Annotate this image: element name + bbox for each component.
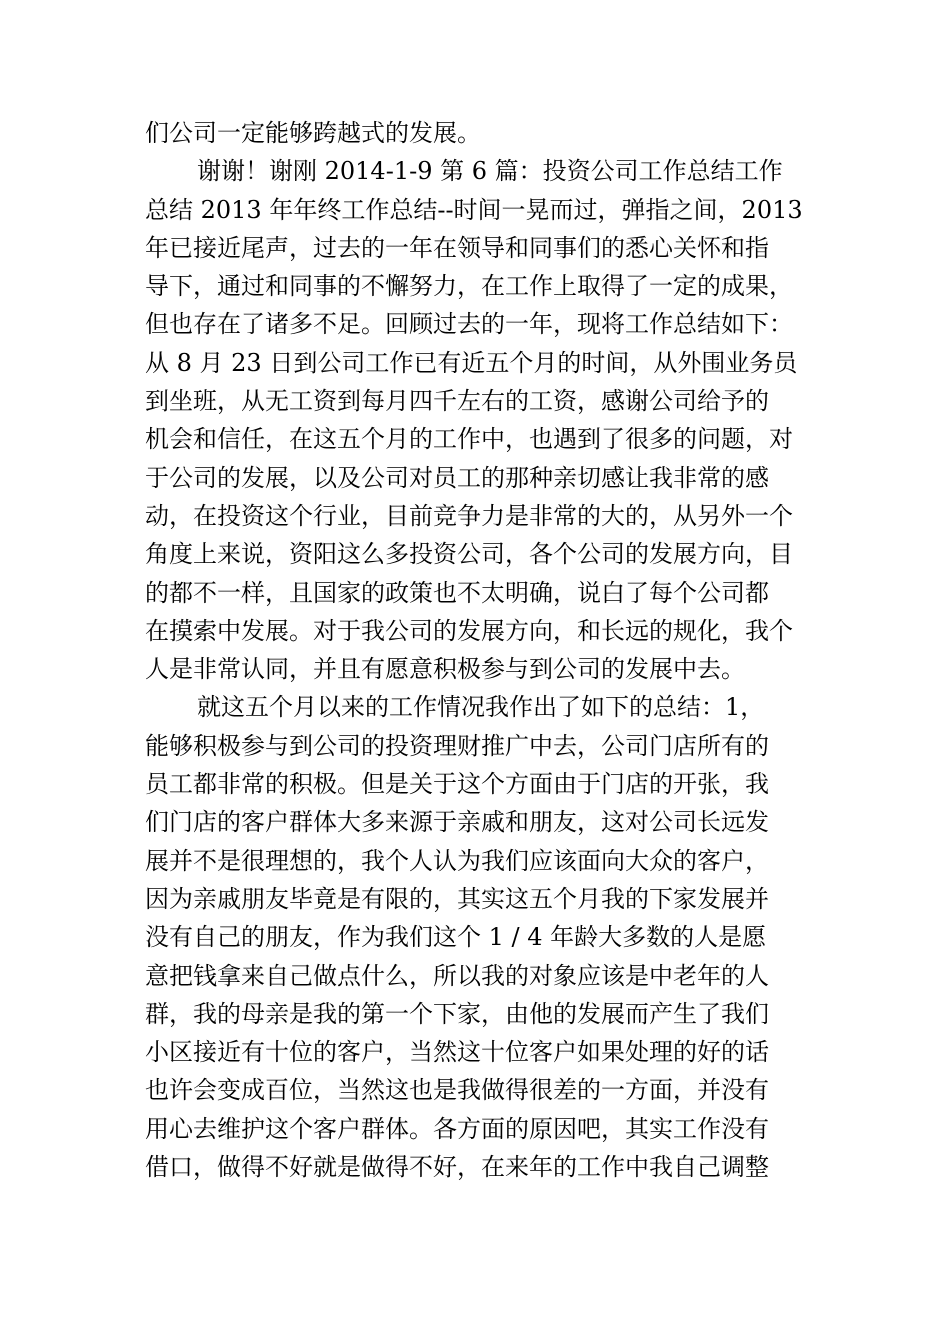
text-line: 总结 2013 年年终工作总结--时间一晃而过，弹指之间，2013 [145, 195, 803, 224]
document-body [145, 114, 810, 1186]
text-line: 导下，通过和同事的不懈努力，在工作上取得了一定的成果， [145, 272, 793, 301]
text-line: 也许会变成百位，当然这也是我做得很差的一方面，并没有 [145, 1076, 769, 1105]
text-line: 们门店的客户群体大多来源于亲戚和朋友，这对公司长远发 [145, 808, 769, 837]
text-line: 于公司的发展，以及公司对员工的那种亲切感让我非常的感 [145, 463, 769, 492]
text-line: 在摸索中发展。对于我公司的发展方向，和长远的规化，我个 [145, 616, 793, 645]
text-line: 小区接近有十位的客户，当然这十位客户如果处理的好的话 [145, 1038, 769, 1067]
text-line: 的都不一样，且国家的政策也不太明确，说白了每个公司都 [145, 578, 769, 607]
text-line: 角度上来说，资阳这么多投资公司，各个公司的发展方向，目 [145, 540, 793, 569]
text-line: 人是非常认同，并且有愿意积极参与到公司的发展中去。 [145, 655, 745, 684]
text-line: 群，我的母亲是我的第一个下家，由他的发展而产生了我们 [145, 999, 769, 1028]
text-line: 但也存在了诸多不足。回顾过去的一年，现将工作总结如下： [145, 310, 793, 339]
text-line: 员工都非常的积极。但是关于这个方面由于门店的开张，我 [145, 770, 769, 799]
text-line: 到坐班，从无工资到每月四千左右的工资，感谢公司给予的 [145, 387, 769, 416]
text-line: 年已接近尾声，过去的一年在领导和同事们的悉心关怀和指 [145, 233, 769, 262]
text-line: 动，在投资这个行业，目前竞争力是非常的大的，从另外一个 [145, 501, 793, 530]
text-line: 展并不是很理想的，我个人认为我们应该面向大众的客户， [145, 846, 769, 875]
text-line: 意把钱拿来自己做点什么，所以我的对象应该是中老年的人 [145, 961, 769, 990]
text-line: 就这五个月以来的工作情况我作出了如下的总结：1， [197, 693, 765, 722]
text-line: 借口，做得不好就是做得不好，在来年的工作中我自己调整 [145, 1153, 769, 1182]
text-line: 们公司一定能够跨越式的发展。 [145, 119, 481, 147]
text-line: 因为亲戚朋友毕竟是有限的，其实这五个月我的下家发展并 [145, 884, 769, 913]
text-line: 能够积极参与到公司的投资理财推广中去，公司门店所有的 [145, 731, 769, 760]
text-line: 谢谢！谢刚 2014-1-9 第 6 篇：投资公司工作总结工作 [197, 157, 783, 186]
text-line: 用心去维护这个客户群体。各方面的原因吧，其实工作没有 [145, 1114, 769, 1143]
text-line: 没有自己的朋友，作为我们这个 1 / 4 年龄大多数的人是愿 [145, 923, 767, 952]
text-line: 从 8 月 23 日到公司工作已有近五个月的时间，从外围业务员 [145, 348, 798, 377]
text-line: 机会和信任，在这五个月的工作中，也遇到了很多的问题，对 [145, 425, 793, 454]
